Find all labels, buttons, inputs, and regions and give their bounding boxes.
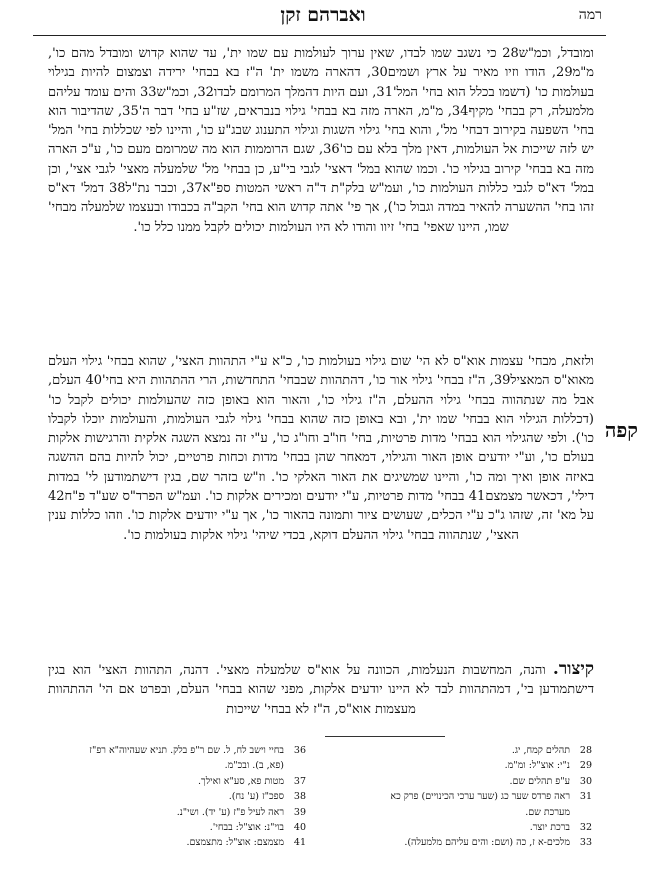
paragraph-3	[48, 660, 594, 719]
footnotes-left-column	[46, 743, 306, 851]
paragraph-3-text: והנה, המחשבות הנעלמות, הכוונה על אוא"ס שלמעלה מאצי'. דהנה, התהוות האצי' הוא בגין דישתמודען בי', דמהתהוות לבד לא היינו יודעים אלקות, מפני שהוא בבחי' העלם, ובפרט אם הי' ההתהוות מעצמות אוא"ס, ה"ז לא בבחי' שייכות	[48, 663, 594, 717]
footnote: (פא, ב). ובכ"מ.	[224, 760, 284, 772]
summary-lead-word: קיצור.	[552, 659, 594, 679]
footnote: 41מצמצם: אוצ"ל: מתצמצם.	[186, 837, 306, 849]
header-rule	[33, 35, 606, 36]
footnote: 29נ"י: אוצ"ל: ומ"מ.	[504, 760, 592, 772]
footnote: 36בחיי וישב לח, ל. שם ר"פ בלק. תניא שעהיוה"א רפ"ז	[89, 745, 306, 756]
footnote: 28תהלים קמח, יג.	[511, 745, 592, 756]
margin-section-number: קפה	[604, 418, 638, 442]
footnote: מערכת שם.	[525, 806, 570, 818]
footnote: 33מלכים-א ז, כה (ושם: והים עליהם מלמעלה).	[404, 837, 592, 849]
page-number: רמה	[578, 7, 602, 23]
footnotes-right-column	[352, 743, 592, 851]
paragraph-2: ולזאת, מבחי' עצמות אוא"ס לא הי' שום גילוי בעולמות כו', כ"א ע"י התהוות האצי', שהוא בבחי' גילוי העלם מאוא"ס המאציל39, ה"ז בבחי' גילוי אור כו', דהתהוות שבבחי' התחדשות, הרי ההתהוות היא בחי'40 העלם, אבל מה שנתהווה בבחי' גילוי ההעלם, ה"ז גילוי כו', והאור הוא באופן כזה שהעולמות יכולים לקבל כו' (דכללות הגילוי הוא בבחי' שמו ית', ובא באופן כזה שהוא בבחי' גילוי לגבי העולמות, והעולמות יוכלו לקבלו כו'). ולפי שהגילוי הוא בבחי' מדות פרטיות, בחי' חו"ב וחו"ג כו', ע"י זה נמצא השגה אלקית והרגישות אלקות בעולם כו', וע"י יודעים אופן האור והגילוי, דמאחר שהן בבחי' מדות וכחות פרטיים, יכול להיות בהם ההשגה באיזה אופן ואיך ומה כו', והיינו שמשיגים את האור האלקי כו'. וז"ש בזהר שם, בגין דישתמודען לי' במדות דילי', דכאשר מצמצם41 בבחי' מדות פרטיות, ע"י יודעים ומכירים אלקות כו'. ועמ"ש הפרד"ס שע"ד פ"ח42 על מא' זה, שזהו ג"כ ע"י הכלים, שעושים ציור ותמונה בהאור כו', אך ע"י יודעים אלקות כו'. וזהו כללות ענין האצי', שנתהווה בבחי' גילוי ההעלם דוקא, בכדי שיהי' גילוי אלקות בעולמות כו'.	[48, 354, 594, 543]
paragraph-1: ומובדל, וכמ"ש28 כי נשגב שמו לבדו, שאין ערוך לעולמות עם שמו ית', עד שהוא קדוש ומובדל מהם כו', מ"מ29, הודו וזיו מאיר על ארץ ושמים30, דהארה משמו ית' ה"ז בא בבחי' ירידה וצמצום להיות בגילוי בעולמות כו' (דשמו בכלל הוא בחי' המל'31, ועם היות דהמלך המרומם לבדו32, וכמ"ש33 והים עומד עליהם מלמעלה, רק בבחי' מקיף34, מ"מ, הארה מזה בא בבחי' גילוי בנבראים, שז"ע בחי' דבר ה'35, שהדיבור הוא בחי' השפעה בקירוב דבחי' מל', והוא בחי' גילוי השגות וגילוי התענוג שבג"ע כו', והיינו לפי שכללות בחי' המל' יש לזה שייכות אל העולמות, דאין מלך בלא עם כו'36, שגם הרוממות הוא מה שמרומם מעם כו', ע"כ הארה מזה בא בבחי' קירוב בגילוי כו'. וכמו שהוא במל' דאצי' לגבי בי"ע, כן בבחי' מל' שלמעלה מאצי' לגבי אצי', וכן במל' דא"ס לגבי כללות העולמות כו', ועמ"ש בלק"ת ד"ה ראשי המטות ספ"א37, וכבר נת"ל38 דמל' דא"ס זהו בחי' ההשערה להאיר במדה וגבול כו'), אך פי' אתה קדוש הוא בחי' הקב"ה בכבודו ובעצמו שלמעלה מבחי' שמו, היינו שאפי' בחי' זיוו והודו לא היו העולמות יכולים לקבל ממנו כלל כו'.	[48, 46, 595, 235]
footnote: 32ברכת יוצר.	[529, 822, 592, 834]
footnote: 38ספכ"ז (ע' נח).	[228, 791, 306, 803]
footnote-separator	[325, 736, 445, 737]
footnote: 30ע"פ תהלים שם.	[509, 775, 592, 787]
footnote: 39ראה לעיל פ"ז (ע' יד). ושי"נ.	[176, 806, 306, 818]
footnote: 40בוי"נ: אוצ"ל: בבחי'.	[209, 822, 306, 834]
running-title: ואברהם זקן	[280, 4, 366, 26]
footnote: 31ראה פרדס שער כג (שער ערכי הכינויים) פרק כא	[390, 791, 592, 803]
footnote: 37מטות פא, סע"א ואילך.	[198, 775, 306, 787]
